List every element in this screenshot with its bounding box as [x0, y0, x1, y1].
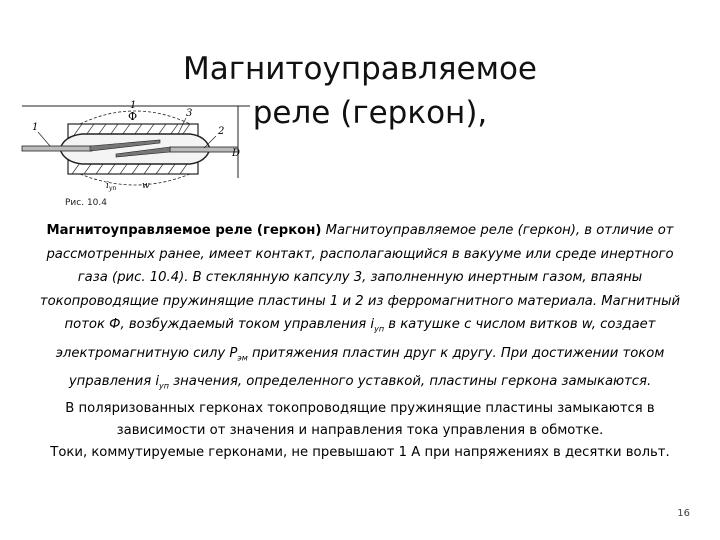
label-flux: Ф	[128, 110, 138, 123]
title-line-2: реле (геркон),	[252, 94, 488, 131]
paragraph-definition	[38, 219, 682, 398]
paragraph-text-3: притяжения пластин друг к другу. При достижении током управления i	[68, 345, 665, 389]
title-line-1: Магнитоуправляемое	[183, 50, 537, 87]
paragraph-text-4: значения, определенного уставкой, пластины геркона замыкаются.	[168, 373, 652, 389]
subscript-up-2: уп	[159, 381, 169, 391]
paragraph-text-1: Магнитоуправляемое реле (геркон), в отличие от рассмотренных ранее, имеет контакт, располагающийся в вакууме или среде инертного газа (рис. 10.4). В стеклянную капсулу 3, заполненную инертным газом, впаяны токопроводящие пружинящие пластины 1 и 2 из ферромагнитного материала. Магнитный поток Ф, возбуждаемый током управления i	[39, 223, 681, 333]
label-flux-number: 1	[130, 100, 137, 111]
paragraph-polarized: В поляризованных герконах токопроводящие пружинящие пластины замыкаются в зависимости от значения и направления тока управления в обмотке.	[65, 401, 655, 439]
label-diameter: D	[232, 148, 241, 159]
label-current: $i_{уп}$	[106, 181, 117, 192]
slide-body	[38, 219, 682, 464]
reed-relay-figure	[20, 96, 252, 212]
page-number: 16	[677, 508, 690, 519]
label-3: 3	[186, 108, 193, 119]
paragraph-currents: Токи, коммутируемые герконами, не превышают 1 А при напряжениях в десятки вольт.	[50, 445, 670, 461]
label-1: 1	[32, 122, 39, 133]
lead-left	[22, 146, 92, 151]
subscript-em: эм	[237, 353, 248, 363]
label-2: 2	[218, 126, 225, 137]
paragraph-text-2: в катушке с числом витков w, создает электромагнитную силу P	[55, 317, 656, 361]
flux-line-bottom	[80, 174, 190, 185]
paragraph-lead: Магнитоуправляемое реле (геркон)	[46, 223, 322, 238]
leader-1	[38, 132, 50, 146]
figure-caption: Рис. 10.4	[65, 198, 107, 208]
reed-relay-drawing	[20, 96, 252, 200]
label-turns: w	[142, 181, 150, 191]
subscript-up-1: уп	[374, 325, 385, 335]
